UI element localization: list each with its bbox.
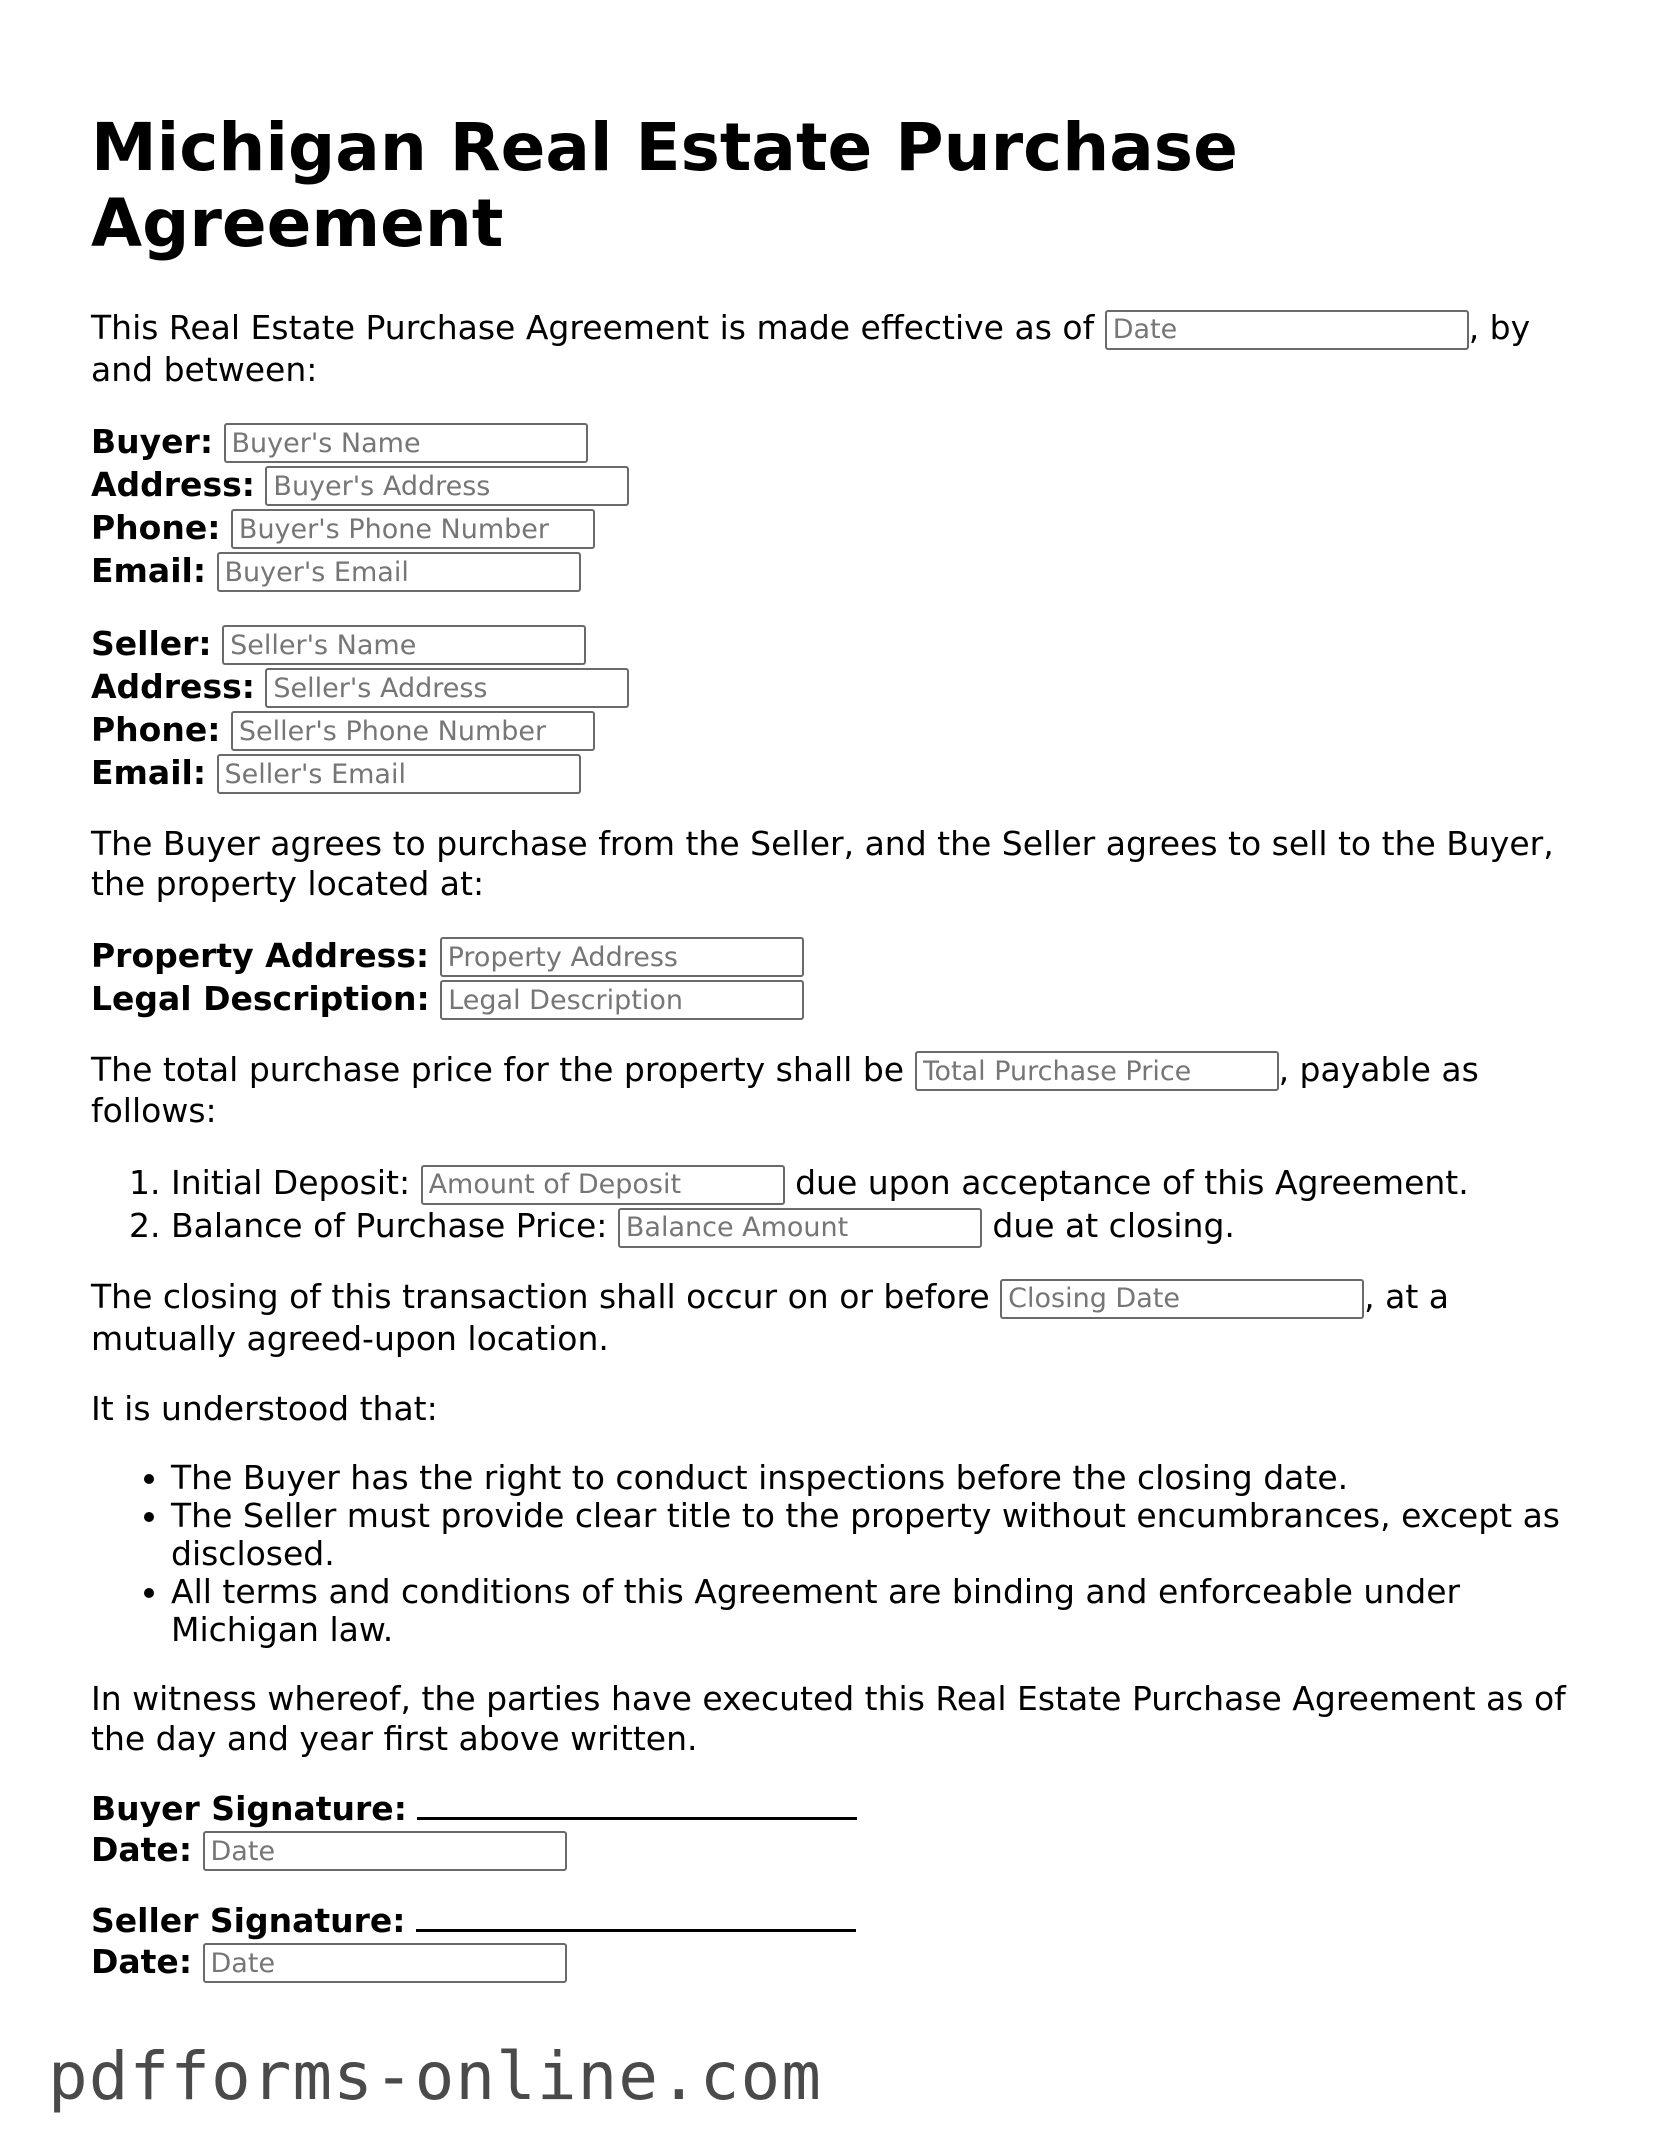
buyer-address-label: Address: xyxy=(91,464,255,504)
price-text-after: , payable as follows: xyxy=(91,1049,1479,1130)
buyer-date-input[interactable] xyxy=(203,1831,567,1871)
closing-text-after: , at a mutually agreed-upon location. xyxy=(91,1277,1449,1358)
buyer-email-label: Email: xyxy=(91,550,207,590)
seller-signature-label: Seller Signature: xyxy=(91,1900,406,1940)
seller-section xyxy=(91,622,1571,794)
witness-paragraph: In witness whereof, the parties have executed this Real Estate Purchase Agreement as of the day and year first above written. xyxy=(91,1678,1566,1758)
seller-date-label: Date: xyxy=(91,1941,193,1981)
seller-signature-block xyxy=(91,1901,1571,1983)
buyer-signature-block xyxy=(91,1789,1571,1871)
total-price-input[interactable] xyxy=(915,1051,1279,1091)
buyer-signature-label: Buyer Signature: xyxy=(91,1788,407,1828)
seller-phone-input[interactable] xyxy=(231,711,595,751)
balance-suffix: due at closing. xyxy=(992,1206,1235,1245)
payment-item xyxy=(171,1161,1571,1204)
agreement-paragraph: The Buyer agrees to purchase from the Seller, and the Seller agrees to sell to the Buyer, the property located at: xyxy=(91,823,1554,903)
seller-address-input[interactable] xyxy=(265,668,629,708)
document-content xyxy=(91,110,1571,2013)
legal-description-input[interactable] xyxy=(440,980,804,1020)
list-item: • The Buyer has the right to conduct inspections before the closing date. xyxy=(171,1459,1571,1497)
buyer-phone-input[interactable] xyxy=(231,509,595,549)
buyer-phone-label: Phone: xyxy=(91,507,221,547)
seller-address-label: Address: xyxy=(91,666,255,706)
intro-paragraph xyxy=(91,308,1571,390)
balance-amount-input[interactable] xyxy=(618,1208,982,1248)
watermark-footer: pdfforms-online.com xyxy=(48,2038,822,2115)
understood-intro: It is understood that: xyxy=(91,1388,438,1428)
payment-item xyxy=(171,1204,1571,1247)
intro-text-after: , by and between: xyxy=(91,308,1531,389)
understood-list xyxy=(91,1459,1571,1649)
closing-date-input[interactable] xyxy=(1000,1279,1364,1319)
property-address-input[interactable] xyxy=(440,937,804,977)
deposit-label: Initial Deposit: xyxy=(171,1163,411,1202)
buyer-signature-line[interactable] xyxy=(417,1789,857,1820)
page-title: Michigan Real Estate Purchase Agreement xyxy=(91,109,1238,262)
seller-phone-label: Phone: xyxy=(91,709,221,749)
buyer-name-label: Buyer: xyxy=(91,421,214,461)
property-section xyxy=(91,934,1571,1020)
list-item: • The Seller must provide clear title to the property without encumbrances, except as disclosed. xyxy=(171,1497,1571,1573)
legal-description-label: Legal Description: xyxy=(91,978,430,1018)
closing-paragraph xyxy=(91,1277,1571,1359)
effective-date-input[interactable] xyxy=(1105,310,1469,350)
intro-text: This Real Estate Purchase Agreement is made effective as of xyxy=(91,308,1095,347)
buyer-date-label: Date: xyxy=(91,1829,193,1869)
seller-name-label: Seller: xyxy=(91,623,212,663)
seller-email-input[interactable] xyxy=(217,754,581,794)
payment-list xyxy=(91,1161,1571,1247)
buyer-address-input[interactable] xyxy=(265,466,629,506)
balance-label: Balance of Purchase Price: xyxy=(171,1206,608,1245)
list-item: • All terms and conditions of this Agreement are binding and enforceable under Michigan law. xyxy=(171,1573,1571,1649)
price-text: The total purchase price for the property shall be xyxy=(91,1049,905,1089)
closing-text: The closing of this transaction shall occur on or before xyxy=(91,1277,990,1316)
seller-email-label: Email: xyxy=(91,752,207,792)
deposit-amount-input[interactable] xyxy=(421,1165,785,1205)
property-address-label: Property Address: xyxy=(91,935,430,975)
seller-name-input[interactable] xyxy=(222,625,586,665)
seller-date-input[interactable] xyxy=(203,1943,567,1983)
price-paragraph xyxy=(91,1050,1571,1132)
seller-signature-line[interactable] xyxy=(416,1901,856,1932)
deposit-suffix: due upon acceptance of this Agreement. xyxy=(795,1163,1469,1202)
buyer-email-input[interactable] xyxy=(217,552,581,592)
buyer-section xyxy=(91,420,1571,592)
buyer-name-input[interactable] xyxy=(224,423,588,463)
